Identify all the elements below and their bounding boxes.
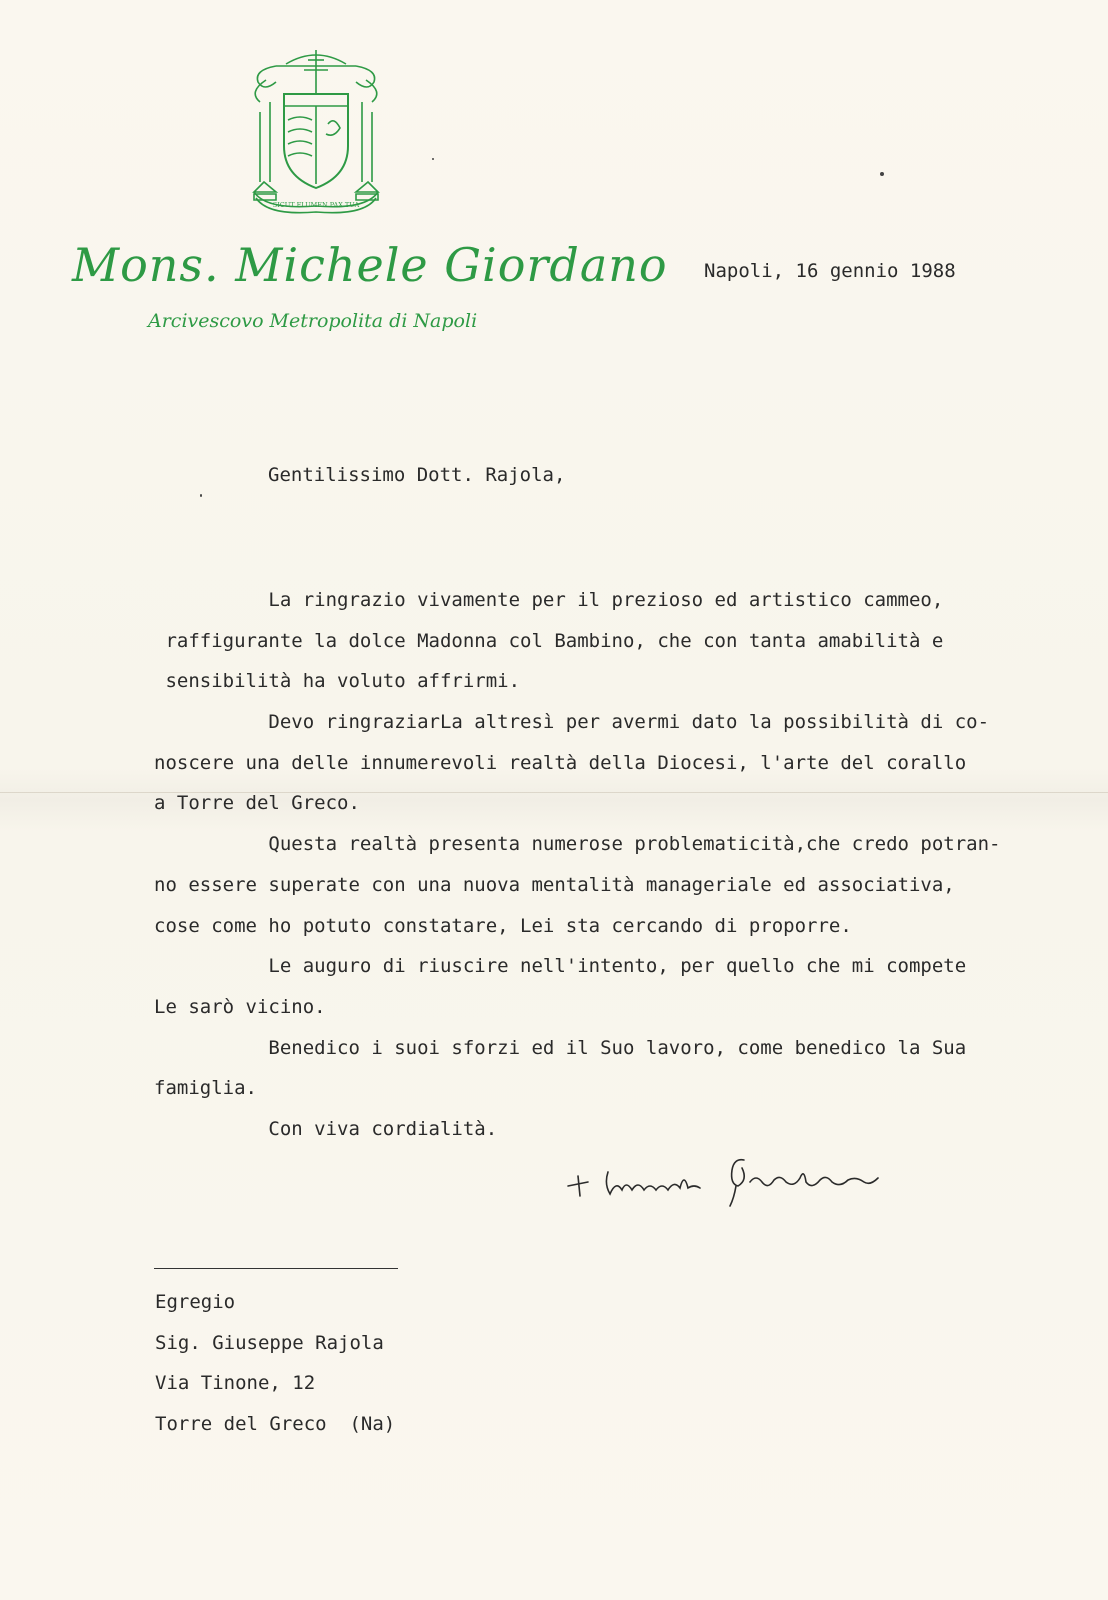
address-rule [154,1268,398,1269]
body-line: Benedico i suoi sforzi ed il Suo lavoro, come benedico la Sua [154,1036,967,1059]
coat-of-arms-logo [246,42,386,214]
body-line: Questa realtà presenta numerose problematicità,che credo potran- [154,833,1001,856]
body-line: Le auguro di riuscire nell'intento, per quello che mi compete [154,955,967,978]
address-line: Via Tinone, 12 [155,1372,316,1395]
recipient-address [155,1282,395,1445]
body-line: Con viva cordialità. [154,1117,498,1140]
address-line: Sig. Giuseppe Rajola [155,1331,384,1354]
body-line: La ringrazio vivamente per il prezioso ed artistico cammeo, [154,589,944,611]
body-line: no essere superate con una nuova mentalità manageriale ed associativa, [154,873,955,896]
handwritten-signature [564,1150,904,1210]
body-line: raffigurante la dolce Madonna col Bambino, che con tanta amabilità e [154,629,944,652]
address-line: Torre del Greco (Na) [155,1413,396,1436]
paper-speck [432,158,434,160]
body-line: cose come ho potuto constatare, Lei sta cercando di proporre. [154,914,852,937]
paper-speck [880,172,884,176]
salutation: Gentilissimo Dott. Rajola, [268,464,566,486]
paper-speck [200,494,202,497]
body-line: noscere una delle innumerevoli realtà della Diocesi, l'arte del corallo [154,751,967,774]
letterhead-name: Mons. Michele Giordano [72,238,668,292]
letter-body [154,580,1004,1150]
body-line: Le sarò vicino. [154,995,326,1018]
address-line: Egregio [155,1291,236,1313]
body-line: sensibilità ha voluto affrirmi. [154,670,521,693]
svg-text:SICUT FLUMEN PAX TUA: SICUT FLUMEN PAX TUA [272,201,360,209]
letterhead-title: Arcivescovo Metropolita di Napoli [148,310,478,332]
body-line: Devo ringraziarLa altresì per avermi dato la possibilità di co- [154,711,990,734]
body-line: famiglia. [154,1077,257,1100]
letter-date: Napoli, 16 gennio 1988 [704,260,956,282]
body-line: a Torre del Greco. [154,792,360,815]
